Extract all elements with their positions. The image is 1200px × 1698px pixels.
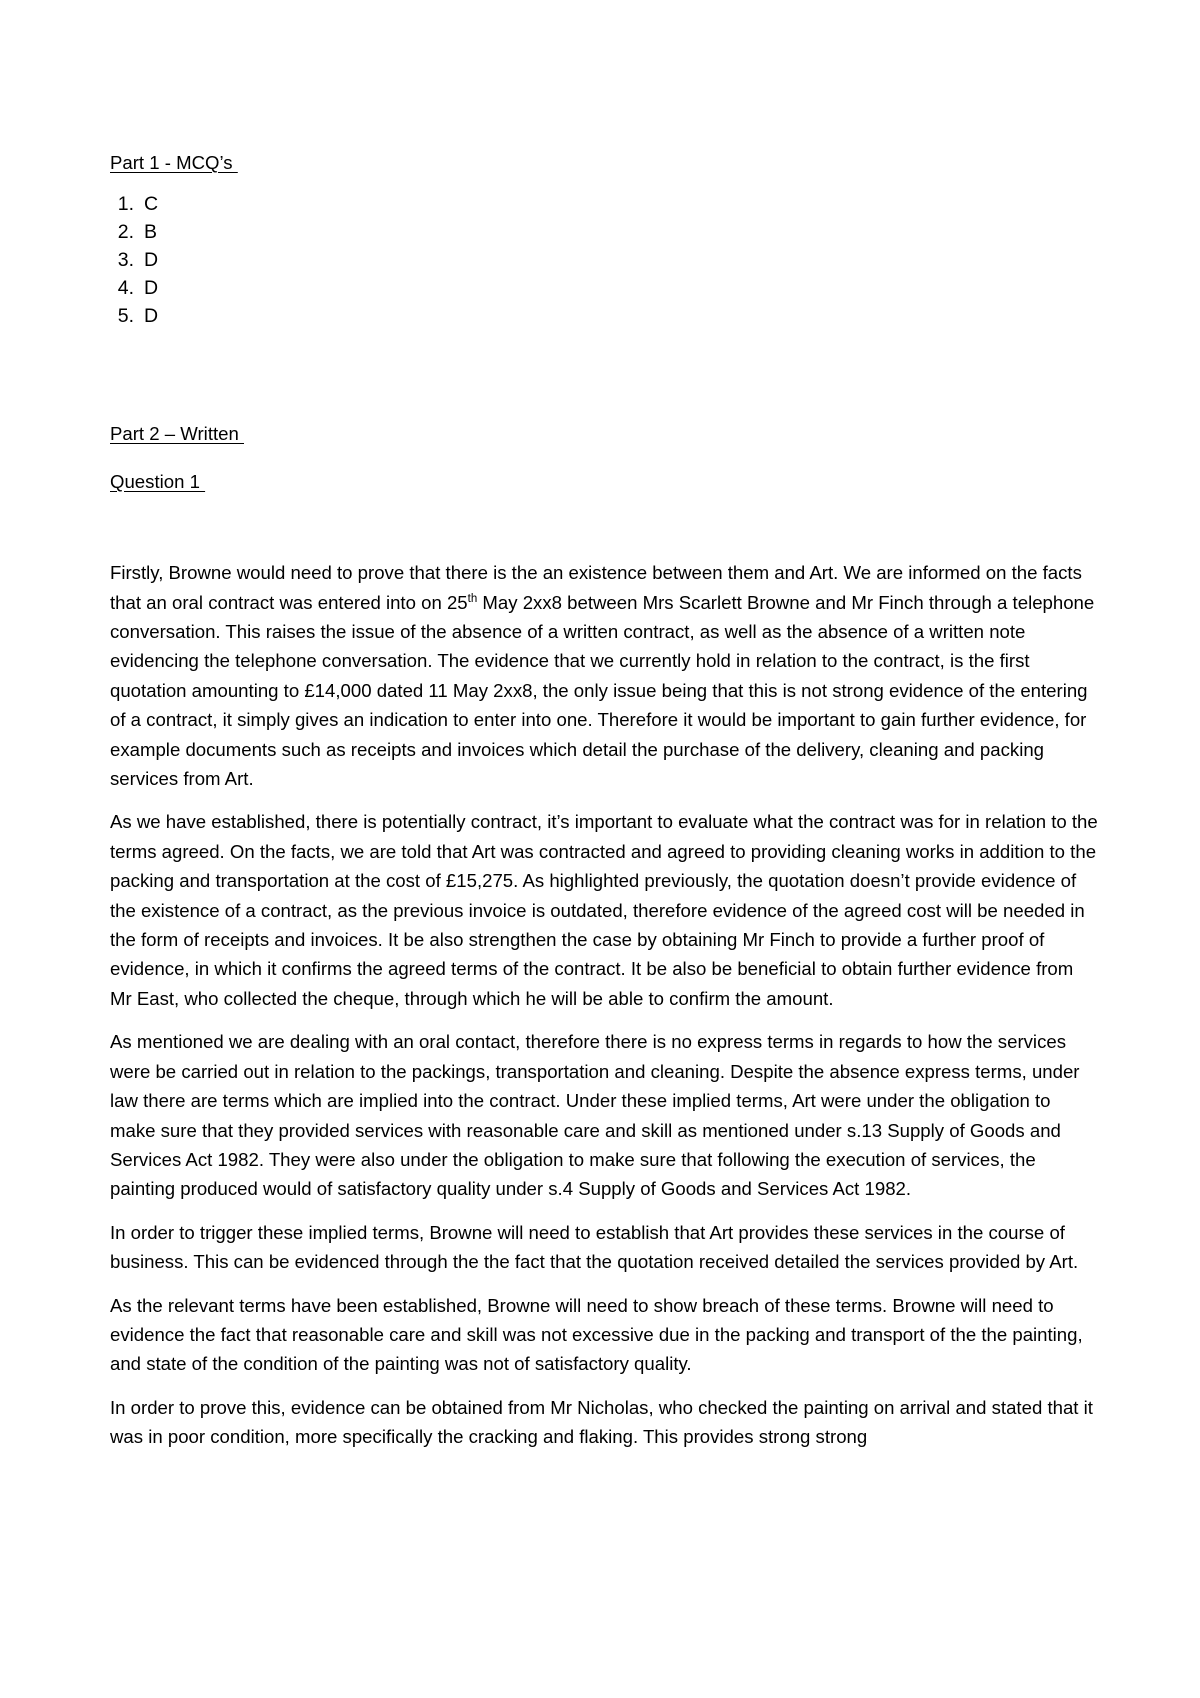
list-item (110, 247, 1100, 275)
question-heading: Question 1 (110, 470, 206, 492)
list-item-number: 5. (117, 304, 134, 327)
paragraph-evidence: In order to prove this, evidence can be obtained from Mr Nicholas, who checked the painting on arrival and stated that it was in poor condition, more specifically the cracking and flaking. This provides strong strong (110, 1396, 1093, 1448)
part2-heading: Part 2 – Written (110, 423, 244, 445)
list-item (110, 275, 1100, 303)
list-item-answer: D (144, 276, 159, 299)
paragraph-text: Firstly, Browne would need to prove that there is the an existence between them and Art. We are informed on the facts that an oral contract was entered into on 25 (110, 562, 1082, 613)
list-item-answer: B (144, 221, 158, 244)
document-body (110, 148, 1100, 1466)
heading-spacer (110, 449, 1100, 467)
part1-heading: Part 1 - MCQ’s (110, 152, 238, 173)
section-spacer (110, 330, 1100, 419)
list-item-answer: D (144, 249, 159, 271)
list-item-number: 3. (117, 249, 134, 271)
list-item-number: 4. (117, 276, 134, 299)
list-item-answer: D (144, 304, 159, 327)
list-item-number: 2. (117, 221, 134, 244)
list-item (110, 219, 1100, 247)
question-spacer (110, 496, 1100, 558)
paragraph-breach: As the relevant terms have been established, Browne will need to show breach of these terms. Browne will need to evidence the fact that reasonable care and skill was not excessive due in the packing and transport of the the painting, and state of the condition of the painting was not of satisfactory quality. (110, 1294, 1083, 1375)
paragraph-contract-terms: As we have established, there is potentially contract, it’s important to evaluate what the contract was for in relation to the terms agreed. On the facts, we are told that Art was contracted and agreed to providing cleaning works in addition to the packing and transportation at the cost of £15,275. As highlighted previously, the quotation doesn’t provide evidence of the existence of a contract, as the previous invoice is outdated, therefore evidence of the agreed cost will be needed in the form of receipts and invoices. It be also strengthen the case by obtaining Mr Finch to provide a further proof of evidence, in which it confirms the agreed terms of the contract. It be also be beneficial to obtain further evidence from Mr East, who collected the cheque, through which he will be able to confirm the amount. (110, 811, 1098, 1009)
list-item-number: 1. (117, 193, 134, 216)
paragraph-existence-of-contract (110, 558, 1100, 793)
paragraph-text: May 2xx8 between Mrs Scarlett Browne and Mr Finch through a telephone conversation. This raises the issue of the absence of a written contract, as well as the absence of a written note evidencing the telephone conversation. The evidence that we currently hold in relation to the contract, is the first quotation amounting to £14,000 dated 11 May 2xx8, the only issue being that this is not strong evidence of the entering of a contract, it simply gives an indication to enter into one. Therefore it would be important to gain further evidence, for example documents such as receipts and invoices which detail the purchase of the delivery, cleaning and packing services from Art. (110, 591, 1095, 790)
paragraph-implied-terms: As mentioned we are dealing with an oral contact, therefore there is no express terms in regards to how the services were be carried out in relation to the packings, transportation and cleaning. Despite the absence express terms, under law there are terms which are implied into the contract. Under these implied terms, Art were under the obligation to make sure that they provided services with reasonable care and skill as mentioned under s.13 Supply of Goods and Services Act 1982. They were also under the obligation to make sure that following the execution of services, the painting produced would of satisfactory quality under s.4 Supply of Goods and Services Act 1982. (110, 1031, 1080, 1200)
list-item (110, 303, 1100, 331)
list-item (110, 191, 1100, 219)
mcq-answer-list (110, 191, 1100, 330)
ordinal-suffix: th (467, 592, 478, 605)
paragraph-course-of-business: In order to trigger these implied terms, Browne will need to establish that Art provides these services in the course of business. This can be evidenced through the the fact that the quotation received detailed the services provided by Art. (110, 1221, 1079, 1273)
list-item-answer: C (144, 193, 159, 216)
